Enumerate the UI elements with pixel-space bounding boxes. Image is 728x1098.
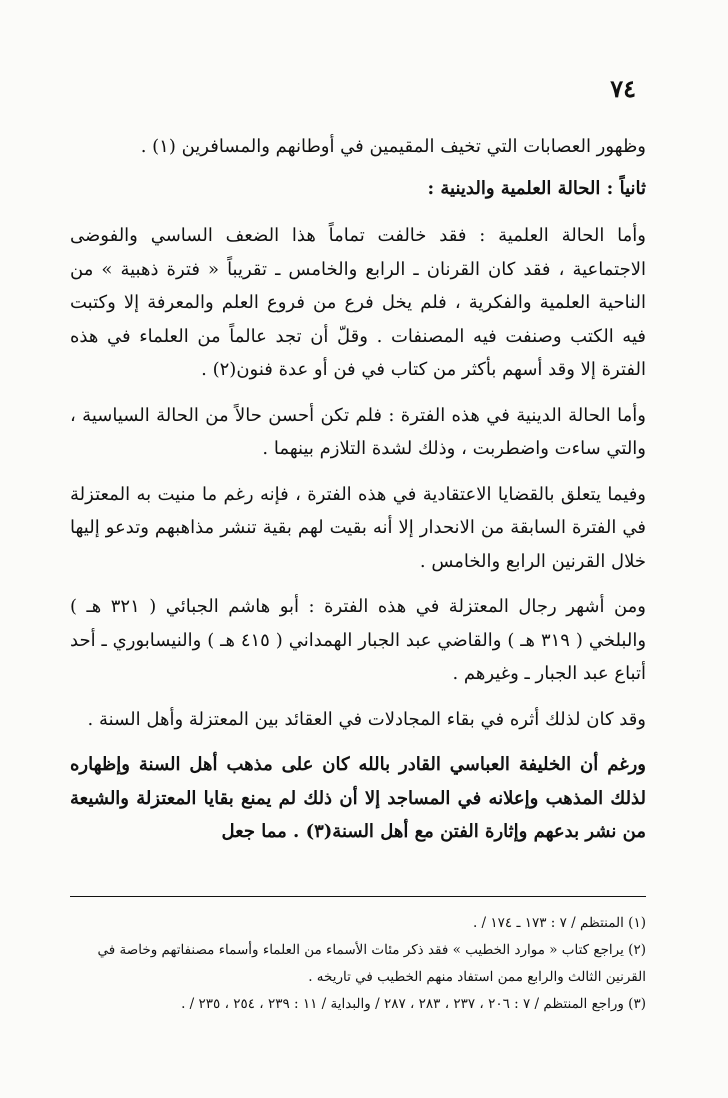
paragraph-disputes: وقد كان لذلك أثره في بقاء المجادلات في العقائد بين المعتزلة وأهل السنة . (87, 708, 646, 730)
footnotes (70, 910, 646, 1018)
paragraph-intro: وظهور العصابات التي تخيف المقيمين في أوطانهم والمسافرين (١) . (140, 136, 646, 157)
footnote-divider (70, 896, 646, 897)
page-number: ٧٤ (610, 74, 636, 103)
paragraph-scientific-state: وأما الحالة العلمية : فقد خالفت تماماً هذا الضعف الساسي والفوضى الاجتماعية ، فقد كان القرنان ـ الرابع والخامس ـ تقريباً « فترة ذهبية » من الناحية العلمية والفكرية ، فلم يخل فرع من فروع العلم والمعرفة إلا وكتبت فيه الكتب وصنفت فيه المصنفات . وقلّ أن تجد عالماً من العلماء في هذه الفترة إلا وقد أسهم بأكثر من كتاب في فن أو عدة فنون(٢) . (70, 225, 646, 380)
footnote-2: (٢) يراجع كتاب « موارد الخطيب » فقد ذكر مئات الأسماء من العلماء وأسماء مصنفاتهم وخاصة في القرنين الثالث والرابع ممن استفاد منهم الخطيب في تاريخه . (97, 942, 646, 985)
paragraph-religious-state: وأما الحالة الدينية في هذه الفترة : فلم تكن أحسن حالاً من الحالة السياسية ، والتي ساءت واضطربت ، وذلك لشدة التلازم بينهما . (70, 404, 646, 459)
paragraph-caliph: ورغم أن الخليفة العباسي القادر بالله كان على مذهب أهل السنة وإظهاره لذلك المذهب وإعلانه في المساجد إلا أن ذلك لم يمنع بقايا المعتزلة والشيعة من نشر بدعهم وإثارة الفتن مع أهل السنة(٣) . مما جعل (70, 754, 646, 842)
footnote-3: (٣) وراجع المنتظم / ٧ : ٢٠٦ ، ٢٣٧ ، ٢٨٣ ، ٢٨٧ / والبداية / ١١ : ٢٣٩ ، ٢٥٤ ، ٢٣٥ / . (181, 996, 646, 1012)
paragraph-doctrinal-issues: وفيما يتعلق بالقضايا الاعتقادية في هذه الفترة ، فإنه رغم ما منيت به المعتزلة في الفترة السابقة من الانحدار إلا أنه بقيت لهم بقية تنشر مذاهبهم وتدعو إليها خلال القرنين الرابع والخامس . (70, 483, 646, 572)
main-text (70, 130, 646, 849)
paragraph-mutazila-figures: ومن أشهر رجال المعتزلة في هذه الفترة : أبو هاشم الجبائي ( ٣٢١ هـ ) والبلخي ( ٣١٩ هـ ) والقاضي عبد الجبار الهمداني ( ٤١٥ هـ ) والنيسابوري ـ أحد أتباع عبد الجبار ـ وغيرهم . (70, 596, 647, 684)
section-heading: ثانياً : الحالة العلمية والدينية : (427, 177, 646, 199)
footnote-1: (١) المنتظم / ٧ : ١٧٣ ـ ١٧٤ / . (472, 915, 646, 931)
